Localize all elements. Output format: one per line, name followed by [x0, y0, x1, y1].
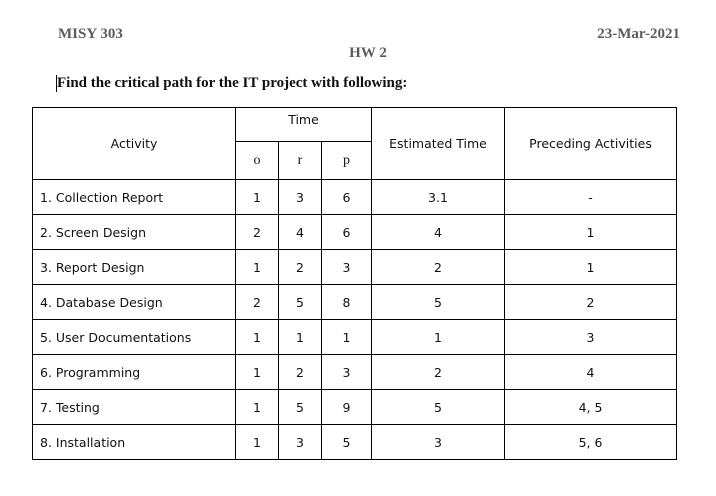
cell-optimistic: 2 — [236, 285, 279, 320]
table-header-row — [33, 108, 677, 142]
cell-estimated-time: 5 — [372, 285, 505, 320]
cell-estimated-time: 4 — [372, 215, 505, 250]
cell-realistic: 2 — [279, 355, 322, 390]
cell-preceding: 3 — [505, 320, 677, 355]
cell-realistic: 4 — [279, 215, 322, 250]
cell-activity: 4. Database Design — [33, 285, 236, 320]
cell-activity: 3. Report Design — [33, 250, 236, 285]
table-row — [33, 390, 677, 425]
homework-title: HW 2 — [349, 45, 387, 61]
cell-preceding: 4 — [505, 355, 677, 390]
header-time: Time — [236, 108, 372, 142]
table-row — [33, 250, 677, 285]
activity-table — [32, 107, 677, 460]
cell-estimated-time: 3 — [372, 425, 505, 460]
table-row — [33, 215, 677, 250]
cell-realistic: 5 — [279, 285, 322, 320]
header-realistic: r — [279, 142, 322, 180]
header-optimistic: o — [236, 142, 279, 180]
cell-optimistic: 2 — [236, 215, 279, 250]
cell-pessimistic: 6 — [322, 180, 372, 215]
cell-optimistic: 1 — [236, 425, 279, 460]
cell-pessimistic: 5 — [322, 425, 372, 460]
cell-realistic: 5 — [279, 390, 322, 425]
cell-activity: 2. Screen Design — [33, 215, 236, 250]
header-pessimistic: p — [322, 142, 372, 180]
cell-preceding: 4, 5 — [505, 390, 677, 425]
cell-optimistic: 1 — [236, 390, 279, 425]
cell-activity: 8. Installation — [33, 425, 236, 460]
header-estimated-time: Estimated Time — [372, 108, 505, 180]
cell-pessimistic: 8 — [322, 285, 372, 320]
cell-optimistic: 1 — [236, 180, 279, 215]
cell-preceding: 2 — [505, 285, 677, 320]
cell-pessimistic: 3 — [322, 250, 372, 285]
cell-optimistic: 1 — [236, 355, 279, 390]
cell-realistic: 3 — [279, 425, 322, 460]
cell-estimated-time: 2 — [372, 250, 505, 285]
cell-realistic: 2 — [279, 250, 322, 285]
cell-realistic: 1 — [279, 320, 322, 355]
cell-pessimistic: 1 — [322, 320, 372, 355]
cell-pessimistic: 6 — [322, 215, 372, 250]
cell-optimistic: 1 — [236, 250, 279, 285]
cell-optimistic: 1 — [236, 320, 279, 355]
header-preceding-activities: Preceding Activities — [505, 108, 677, 180]
cell-preceding: 5, 6 — [505, 425, 677, 460]
cell-estimated-time: 2 — [372, 355, 505, 390]
cell-estimated-time: 1 — [372, 320, 505, 355]
cell-preceding: 1 — [505, 250, 677, 285]
course-code: MISY 303 — [58, 26, 123, 42]
cell-activity: 5. User Documentations — [33, 320, 236, 355]
cell-pessimistic: 3 — [322, 355, 372, 390]
cell-pessimistic: 9 — [322, 390, 372, 425]
table-row — [33, 320, 677, 355]
cell-realistic: 3 — [279, 180, 322, 215]
header-activity: Activity — [33, 108, 236, 180]
cell-estimated-time: 5 — [372, 390, 505, 425]
cell-activity: 6. Programming — [33, 355, 236, 390]
assignment-prompt: Find the critical path for the IT project with following: — [57, 75, 408, 91]
table-row — [33, 425, 677, 460]
cell-preceding: 1 — [505, 215, 677, 250]
table-row — [33, 180, 677, 215]
document-date: 23-Mar-2021 — [597, 26, 680, 42]
table-row — [33, 355, 677, 390]
cell-preceding: - — [505, 180, 677, 215]
table-row — [33, 285, 677, 320]
cell-activity: 7. Testing — [33, 390, 236, 425]
cell-activity: 1. Collection Report — [33, 180, 236, 215]
cell-estimated-time: 3.1 — [372, 180, 505, 215]
activity-table-body — [33, 108, 677, 460]
